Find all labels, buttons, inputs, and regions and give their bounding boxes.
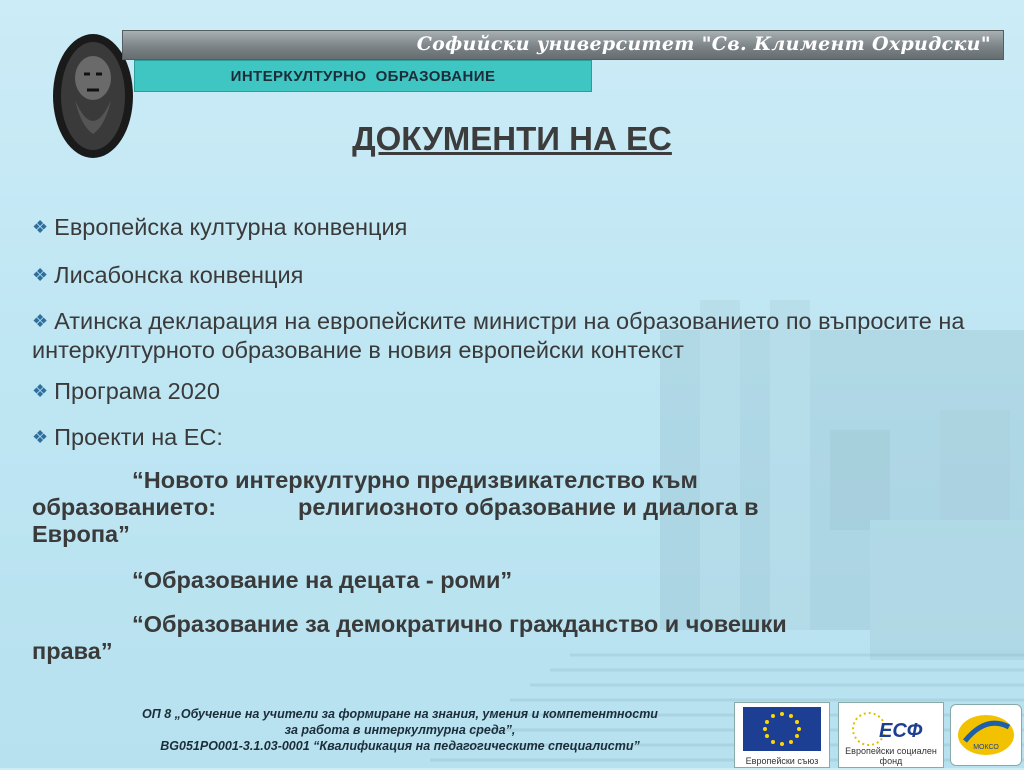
project-text: “Образование на децата - роми”	[132, 567, 513, 593]
list-item-text: Европейска културна конвенция	[54, 214, 408, 240]
list-item	[32, 262, 303, 291]
footer-project-info	[80, 706, 720, 754]
list-item-text: Лисабонска конвенция	[54, 262, 304, 288]
list-item-text: Проекти на ЕС:	[54, 424, 223, 450]
project-text: образованието:	[32, 494, 217, 520]
bullet-diamond-icon: ❖	[32, 427, 49, 447]
project-entry	[32, 567, 1017, 594]
university-banner	[122, 30, 1004, 60]
bullet-diamond-icon: ❖	[32, 311, 49, 331]
footer-line: ОП 8 „Обучение на учители за формиране на знания, умения и компетентности	[142, 707, 658, 721]
bullet-diamond-icon: ❖	[32, 217, 49, 237]
op-mark-text: МОКСО	[973, 744, 999, 751]
op-mark-icon	[951, 705, 1021, 765]
bullet-diamond-icon: ❖	[32, 265, 49, 285]
project-text: Европа”	[32, 521, 130, 547]
eu-flag-logo	[734, 702, 830, 768]
list-item	[32, 214, 407, 243]
list-item	[32, 378, 220, 407]
university-name: Софийски университет "Св. Климент Охридски"	[416, 33, 991, 55]
esf-caption: Европейски социален фонд	[845, 746, 937, 766]
project-text: “Новото интеркултурно предизвикателство към	[132, 467, 698, 493]
op-logo	[950, 704, 1022, 766]
list-item	[32, 308, 1017, 364]
list-item-text: Атинска декларация на европейските министри на образованието по въпросите на интеркултурното образование в новия европейски контекст	[32, 308, 965, 363]
footer-line: BG051PO001-3.1.03-0001 “Квалификация на педагогическите специалисти”	[160, 739, 640, 753]
project-entry	[32, 611, 1017, 665]
esf-mark-text: ЕСФ	[879, 720, 923, 742]
subject-label: ИНТЕРКУЛТУРНО ОБРАЗОВАНИЕ	[230, 67, 496, 85]
project-entry	[32, 467, 1017, 548]
eu-flag-icon	[735, 703, 829, 755]
list-item	[32, 424, 223, 453]
eu-caption: Европейски съюз	[745, 756, 819, 766]
list-item-text: Програма 2020	[54, 378, 220, 404]
slide-title: ДОКУМЕНТИ НА ЕС	[352, 120, 672, 157]
bullet-diamond-icon: ❖	[32, 381, 49, 401]
project-text: права”	[32, 638, 113, 664]
project-text: “Образование за демократично гражданство и човешки	[132, 611, 787, 637]
subject-label-box	[134, 60, 592, 92]
footer-line: за работа в интеркултурна среда”,	[284, 723, 516, 737]
esf-logo	[838, 702, 944, 768]
project-text: религиозното образование и диалога в	[298, 494, 759, 520]
